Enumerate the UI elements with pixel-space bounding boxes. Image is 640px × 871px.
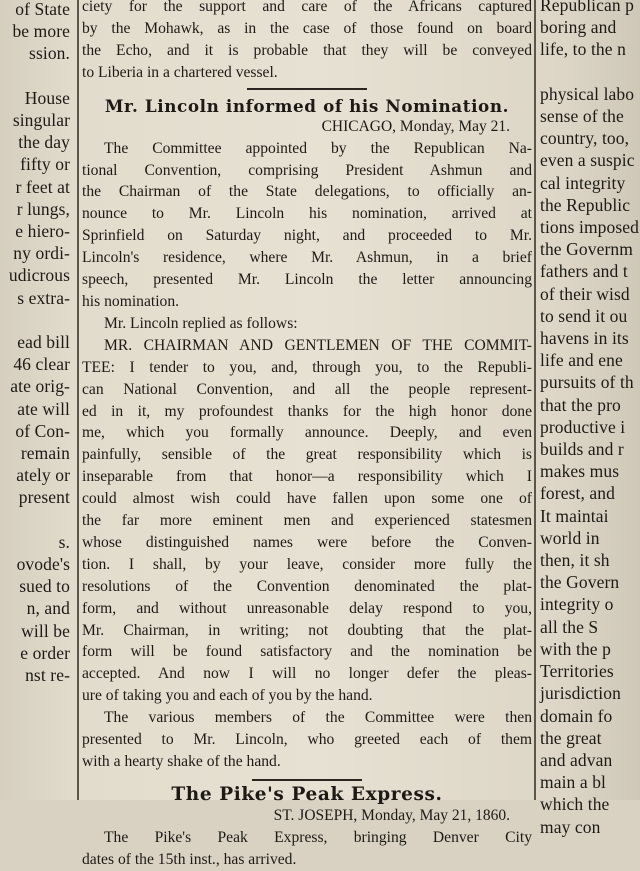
body-line: Mr. Chairman, in writing; not doubting that the plat- [82,621,532,639]
lincoln-paragraph-1 [82,138,532,313]
body-line: Lincoln's residence, where Mr. Ashmun, in a brief [82,249,532,267]
left-column-line: udicrous [8,265,70,286]
body-line: could almost wish could have fallen upon some one of [82,490,532,508]
left-column-line: r lungs, [16,198,70,219]
body-line: accepted. And now I will no longer defer the pleas- [82,665,532,683]
body-line: his nomination. [82,292,180,310]
right-column-line: forest, and [540,483,615,504]
body-line: me, which you formally announce. Deeply, and even [82,424,532,442]
left-column-line: remain [20,443,70,464]
left-column-line: ate orig- [10,376,70,397]
body-line: whose distinguished names were before the Conven- [82,533,532,551]
left-column-line: fifty or [20,154,70,175]
right-column-line: Territories [540,661,614,682]
right-column-line: the Republic [540,194,631,215]
body-line: dates of the 15th inst., has arrived. [82,850,297,868]
right-column [540,0,640,837]
lincoln-dateline: CHICAGO, Monday, May 21. [321,117,510,135]
right-column-line: then, it sh [540,550,610,571]
right-column-line: that the pro [540,394,621,415]
left-column-line: of Con- [15,420,70,441]
body-line: The Pike's Peak Express, bringing Denver City [104,828,532,846]
right-column-line: physical labo [540,83,635,104]
pikes-peak-dateline: ST. JOSEPH, Monday, May 21, 1860. [273,806,510,824]
body-line: TEE: I tender to you, and, through you, to the Republi- [82,358,532,376]
left-column [0,0,74,800]
right-column-line: boring and [540,17,617,38]
pikes-peak-paragraph-1 [82,827,532,871]
right-column-line: life, to the n [540,39,626,60]
body-line: nounce to Mr. Lincoln his nomination, arrived at [82,205,532,223]
right-column-line: which the [540,794,610,815]
body-line: painfully, sensible of the great responsibility which is [82,446,532,464]
left-column-line: ately or [16,465,70,486]
left-column-line [9,65,74,87]
right-column-line: integrity o [540,594,614,615]
left-column-line: House [24,87,70,108]
body-line: to Liberia in a chartered vessel. [82,63,278,81]
right-column-text [540,0,639,838]
right-column-line: pursuits of th [540,372,634,393]
column-rule-left [77,0,79,800]
lincoln-paragraph-2 [82,313,532,335]
right-column-line: main a bl [540,772,607,793]
pikes-peak-headline: The Pike's Peak Express. [171,783,443,805]
body-line: the Echo, and it is probable that they will be conveyed [82,41,532,59]
right-column-line [540,61,639,83]
right-column-line: sense of the [540,106,624,127]
body-line: ciety for the support and care of the Africans captured [82,0,532,15]
left-column-text [9,0,74,686]
main-column [82,0,532,868]
body-line: form, and without unreasonable delay respond to you, [82,599,532,617]
left-column-line: r feet at [15,176,70,197]
right-column-line: may con [540,816,601,837]
body-line: The various members of the Committee were then [104,709,532,727]
body-line: The Committee appointed by the Republican Na- [104,139,532,157]
left-column-line: of State [15,0,70,19]
body-line: inseparable from that honor—a responsibility which I [82,468,532,486]
left-column-line: nst re- [25,665,70,686]
right-column-line: with the p [540,638,611,659]
left-column-line [9,309,74,331]
right-column-line: makes mus [540,461,620,482]
right-column-line: productive i [540,416,626,437]
right-column-line: world in [540,527,600,548]
left-column-line: ate will [17,398,70,419]
body-line: tional Convention, comprising President Ashmun and [82,161,532,179]
left-column-line: ny ordi- [13,243,70,264]
left-column-line [9,509,74,531]
separator-dash [247,88,367,90]
right-column-line: the Governm [540,239,633,260]
body-line: the far more eminent men and experienced statesmen [82,512,532,530]
left-column-line: ssion. [29,43,70,64]
body-line: Mr. Lincoln replied as follows: [104,314,298,332]
left-column-line: 46 clear [13,354,70,375]
body-line: resolutions of the Convention denominated the plat- [82,577,532,595]
right-column-line: domain fo [540,705,613,726]
right-column-line: to send it ou [540,305,628,326]
body-line: can National Convention, and all the people represent- [82,380,532,398]
right-column-line: cal integrity [540,172,626,193]
lincoln-reply-paragraph [82,335,532,707]
right-column-line: and advan [540,749,613,770]
right-column-line: all the S [540,616,599,637]
body-line: the Chairman of the State delegations, to officially an- [82,183,532,201]
right-column-line: jurisdiction [540,683,621,704]
left-column-line: s. [58,531,70,552]
body-line: MR. CHAIRMAN AND GENTLEMEN OF THE COMMIT- [104,336,532,354]
right-column-line: country, too, [540,128,630,149]
body-line: by the Mohawk, as in the case of those found on board [82,19,532,37]
right-column-line: even a suspic [540,150,635,171]
body-line: ure of taking you and each of you by the hand. [82,687,373,705]
left-column-line: singular [12,110,70,131]
right-column-line: fathers and t [540,261,628,282]
right-column-line: life and ene [540,350,623,371]
right-column-line: builds and r [540,439,624,460]
left-column-line: n, and [26,598,70,619]
lincoln-paragraph-4 [82,707,532,773]
body-line: presented to Mr. Lincoln, who greeted each of them [82,731,532,749]
body-line: speech, presented Mr. Lincoln the letter announcing [82,271,532,289]
left-column-line: will be [21,620,70,641]
right-column-line: havens in its [540,328,629,349]
left-column-line: be more [12,21,70,42]
right-column-line: tions imposed [540,217,640,238]
column-rule-right [534,0,536,800]
right-column-line: of their wisd [540,283,630,304]
lincoln-headline: Mr. Lincoln informed of his Nomination. [104,95,510,116]
body-line: form will be found satisfactory and the nomination be [82,643,532,661]
left-column-line: e order [20,642,70,663]
left-column-line: sued to [19,576,70,597]
separator-dash-2 [252,779,362,781]
left-column-line: present [18,487,70,508]
left-column-line: ovode's [16,554,70,575]
left-column-line: e hiero- [15,221,70,242]
body-line: with a hearty shake of the hand. [82,753,281,770]
right-column-line: It maintai [540,505,609,526]
left-column-line: ead bill [17,332,70,353]
body-line: tion. I shall, by your leave, consider more fully the [82,555,532,573]
previous-article-ending [82,0,532,84]
right-column-line: the great [540,727,602,748]
right-column-line: Republican p [540,0,635,15]
body-line: ed in it, my profoundest thanks for the high honor done [82,402,532,420]
body-line: Sprinfield on Saturday night, and proceeded to Mr. [82,227,532,245]
left-column-line: s extra- [17,287,70,308]
left-column-line: the day [18,132,70,153]
right-column-line: the Govern [540,572,620,593]
